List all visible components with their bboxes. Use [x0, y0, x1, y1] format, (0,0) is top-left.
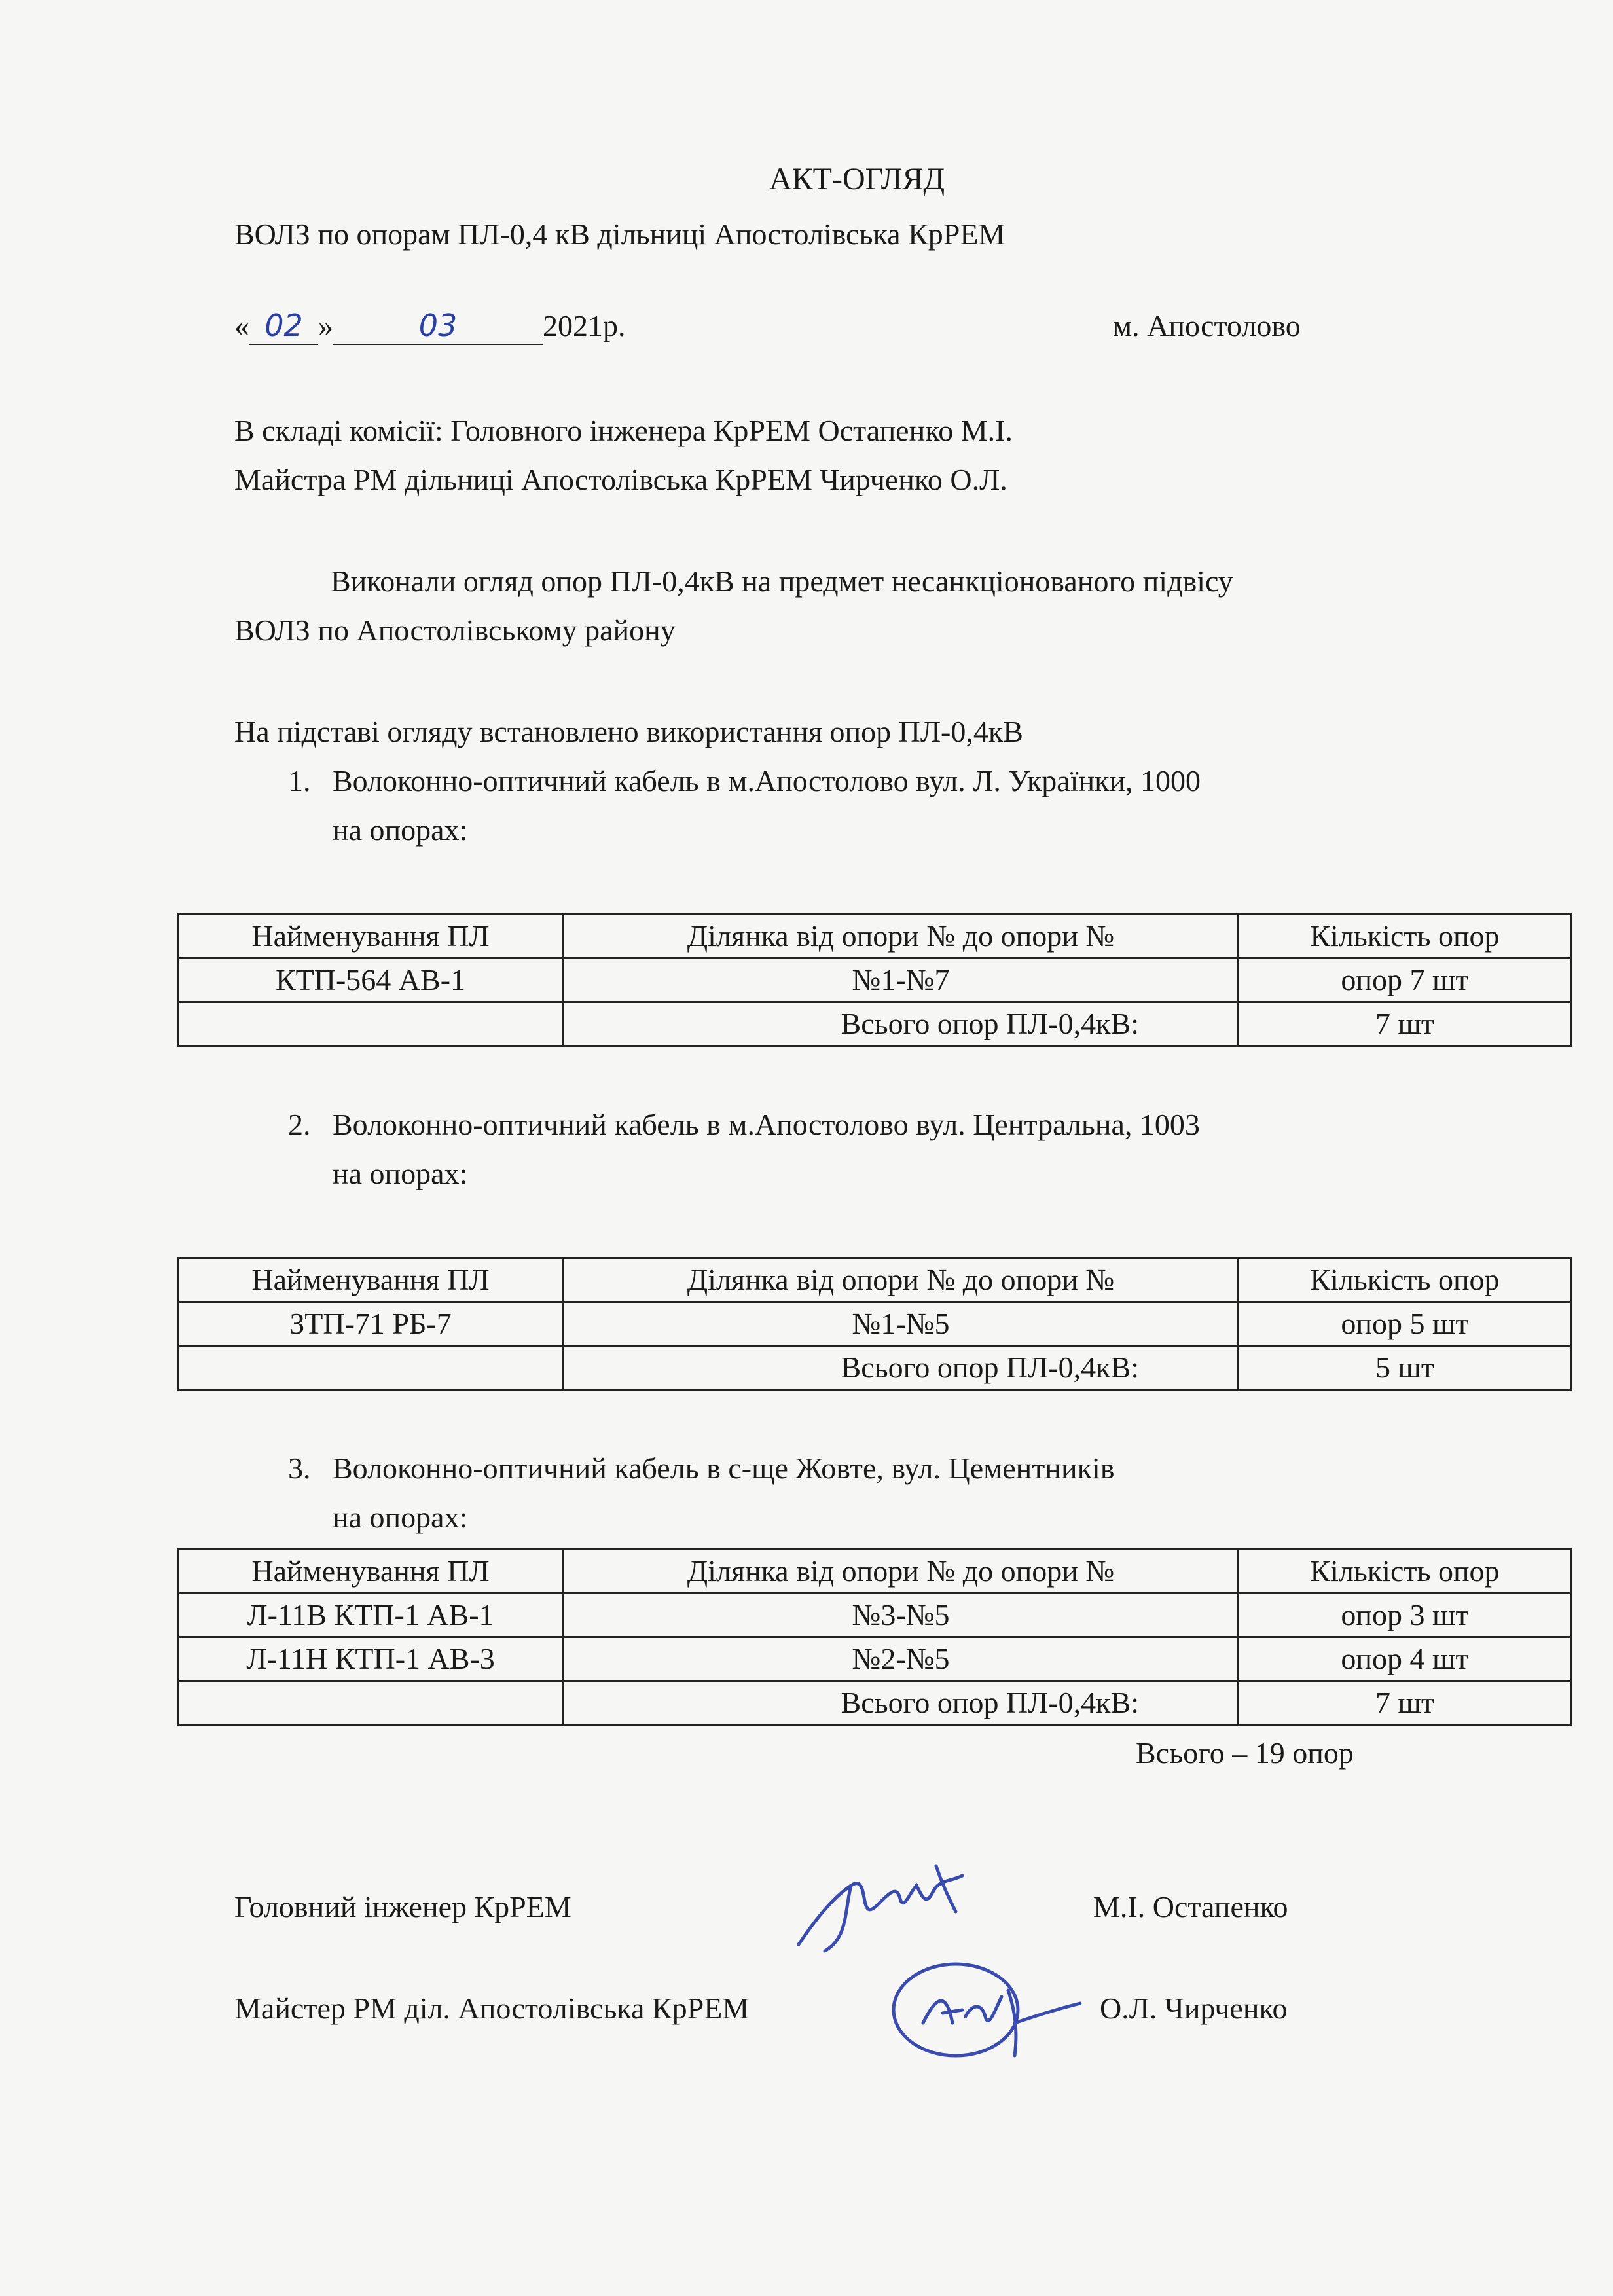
- total-empty-cell: [178, 1681, 564, 1725]
- section-2-line-1: Волоконно-оптичний кабель в м.Апостолово вул. Центральна, 1003: [333, 1108, 1200, 1141]
- section-1-table: [177, 913, 1572, 1047]
- handwritten-signature-2: [884, 1951, 1093, 2082]
- section-2-line-2: на опорах:: [333, 1157, 468, 1190]
- section-2-table: [177, 1257, 1572, 1391]
- table-total-row: [178, 1002, 1572, 1046]
- date-open-quote: «: [234, 309, 249, 342]
- section-3-number: 3.: [288, 1451, 311, 1485]
- total-label: Всього опор ПЛ-0,4кВ:: [564, 1002, 1239, 1046]
- row-count: опор 7 шт: [1239, 958, 1572, 1002]
- row-count: опор 5 шт: [1239, 1302, 1572, 1346]
- date-day-handwritten: 02: [249, 308, 318, 345]
- table-total-row: [178, 1346, 1572, 1390]
- header-count: Кількість опор: [1239, 915, 1572, 958]
- header-name: Найменування ПЛ: [178, 1550, 564, 1594]
- table-header-row: [178, 1550, 1572, 1594]
- grand-total: Всього – 19 опор: [1136, 1736, 1354, 1770]
- header-range: Ділянка від опори № до опори №: [564, 1550, 1239, 1594]
- section-1-line-2: на опорах:: [333, 813, 468, 847]
- section-1-number: 1.: [288, 764, 311, 797]
- total-value: 7 шт: [1239, 1002, 1572, 1046]
- document-title: АКТ-ОГЛЯД: [769, 162, 945, 196]
- signature-2-name: О.Л. Чирченко: [1100, 1992, 1288, 2025]
- header-count: Кількість опор: [1239, 1550, 1572, 1594]
- table-header-row: [178, 915, 1572, 958]
- commission-line-1: В складі комісії: Головного інженера КрРЕМ Остапенко М.І.: [234, 414, 1013, 447]
- signature-1-position: Головний інженер КрРЕМ: [234, 1890, 571, 1923]
- intro-line-2: ВОЛЗ по Апостолівському району: [234, 613, 676, 647]
- row-range: №3-№5: [564, 1594, 1239, 1637]
- total-value: 5 шт: [1239, 1346, 1572, 1390]
- handwritten-signature-1: [786, 1846, 982, 1964]
- row-count: опор 3 шт: [1239, 1594, 1572, 1637]
- section-3-line-1: Волоконно-оптичний кабель в с-ще Жовте, вул. Цементників: [333, 1451, 1115, 1485]
- signature-1-name: М.І. Остапенко: [1093, 1890, 1288, 1923]
- date-place: м. Апостолово: [1113, 309, 1301, 342]
- row-name: Л-11В КТП-1 АВ-1: [178, 1594, 564, 1637]
- row-count: опор 4 шт: [1239, 1637, 1572, 1681]
- date-year: 2021р.: [543, 309, 626, 342]
- date-close-quote: »: [318, 309, 333, 342]
- table-header-row: [178, 1258, 1572, 1302]
- table-total-row: [178, 1681, 1572, 1725]
- table-row: [178, 1594, 1572, 1637]
- header-count: Кількість опор: [1239, 1258, 1572, 1302]
- row-range: №1-№5: [564, 1302, 1239, 1346]
- header-range: Ділянка від опори № до опори №: [564, 915, 1239, 958]
- header-range: Ділянка від опори № до опори №: [564, 1258, 1239, 1302]
- table-row: [178, 958, 1572, 1002]
- date-month-handwritten: 03: [333, 308, 543, 345]
- document-subtitle: ВОЛЗ по опорам ПЛ-0,4 кВ дільниці Апостолівська КрРЕМ: [234, 217, 1006, 251]
- header-name: Найменування ПЛ: [178, 915, 564, 958]
- section-3-table: [177, 1548, 1572, 1726]
- row-range: №1-№7: [564, 958, 1239, 1002]
- total-label: Всього опор ПЛ-0,4кВ:: [564, 1681, 1239, 1725]
- row-name: КТП-564 АВ-1: [178, 958, 564, 1002]
- total-empty-cell: [178, 1002, 564, 1046]
- row-name: ЗТП-71 РБ-7: [178, 1302, 564, 1346]
- row-range: №2-№5: [564, 1637, 1239, 1681]
- total-empty-cell: [178, 1346, 564, 1390]
- header-name: Найменування ПЛ: [178, 1258, 564, 1302]
- section-1-line-1: Волоконно-оптичний кабель в м.Апостолово вул. Л. Українки, 1000: [333, 764, 1201, 797]
- table-row: [178, 1637, 1572, 1681]
- total-label: Всього опор ПЛ-0,4кВ:: [564, 1346, 1239, 1390]
- intro-line-1: Виконали огляд опор ПЛ-0,4кВ на предмет несанкціонованого підвісу: [331, 564, 1233, 598]
- date-line: [234, 308, 626, 345]
- basis-text: На підставі огляду встановлено використання опор ПЛ-0,4кВ: [234, 715, 1023, 748]
- total-value: 7 шт: [1239, 1681, 1572, 1725]
- row-name: Л-11Н КТП-1 АВ-3: [178, 1637, 564, 1681]
- commission-line-2: Майстра РМ дільниці Апостолівська КрРЕМ Чирченко О.Л.: [234, 463, 1007, 496]
- table-row: [178, 1302, 1572, 1346]
- section-3-line-2: на опорах:: [333, 1501, 468, 1534]
- section-2-number: 2.: [288, 1108, 311, 1141]
- signature-2-position: Майстер РМ діл. Апостолівська КрРЕМ: [234, 1992, 750, 2025]
